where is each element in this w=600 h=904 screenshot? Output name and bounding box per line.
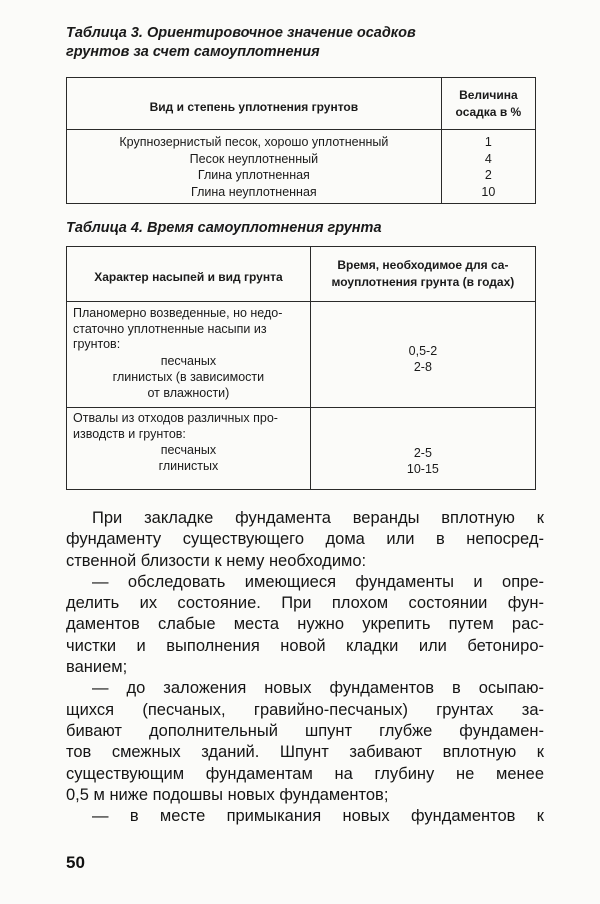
table4-caption (66, 219, 536, 238)
table4-group1-row (67, 302, 536, 408)
table4-header-time (310, 247, 535, 302)
table4-group1-intro-line3: грунтов: (73, 337, 121, 351)
table4-group1-desc (67, 302, 311, 408)
table4-group1-values (310, 302, 535, 408)
table3-header-soil: Вид и степень уплотнения грунтов (67, 78, 442, 130)
table3-soil-1: Крупнозернистый песок, хорошо уплотненный (119, 135, 389, 149)
body-line-4: — обследовать имеющиеся фундаменты и опре- (92, 572, 544, 591)
body-line-7: чистки и выполнения новой кладки или бетониро- (66, 636, 544, 655)
table4-header-row (67, 247, 536, 302)
body-text (66, 508, 544, 827)
table3-value-cell (441, 130, 535, 204)
body-line-10: щихся (песчаных, гравийно-песчаных) грунтах за- (66, 700, 544, 719)
table4-group1-value1: 0,5-2 (408, 344, 438, 358)
table4-group2-item1: песчаных (160, 443, 217, 457)
table4-group2-value1: 2-5 (413, 446, 432, 460)
table4-group2-desc (67, 408, 311, 490)
table4-group2-intro (67, 408, 310, 442)
table4-group2-intro-line1: Отвалы из отходов различных про- (73, 411, 278, 425)
table4-group2-item2: глинистых (158, 459, 219, 473)
table3-soil-cell (67, 130, 442, 204)
table4-group1-intro-line1: Планомерно возведенные, но недо- (73, 306, 283, 320)
table4-group1-intro (67, 302, 310, 353)
body-line-9: — до заложения новых фундаментов в осыпаю- (92, 679, 544, 698)
table3-header-value-line1: Величина (459, 87, 518, 102)
table4-group1-value2: 2-8 (413, 360, 432, 374)
table3-value-4: 10 (481, 184, 496, 199)
table4-caption-line: Таблица 4. Время самоуплотнения грунта (66, 220, 382, 236)
body-line-11: бивают дополнительный шпунт глубже фундамен- (66, 721, 544, 740)
body-line-15: — в месте примыкания новых фундаментов к (92, 807, 544, 826)
body-line-1: При закладке фундамента веранды вплотную к (92, 509, 544, 527)
body-line-14: 0,5 м ниже подошвы новых фундаментов; (66, 785, 389, 804)
table3-caption-line1: Таблица 3. Ориентировочное значение осадков (66, 25, 416, 41)
table3-value-1: 1 (484, 135, 492, 149)
table4-group1-item1: песчаных (160, 353, 217, 368)
table3-value-3: 2 (484, 168, 492, 182)
table3-caption-line2: грунтов за счет самоуплотнения (66, 44, 320, 60)
body-line-5: делить их состояние. При плохом состоянии фун- (66, 594, 544, 613)
body-line-12: тов смежных зданий. Шпунт забивают вплотную к (66, 743, 544, 762)
table3-value-2: 4 (484, 151, 492, 166)
table4-group2-row (67, 408, 536, 490)
body-line-3: ственной близости к нему необходимо: (66, 551, 367, 570)
table3-body-row (67, 130, 536, 204)
body-line-2: фундаменту существующего дома или в непосред- (66, 530, 544, 549)
table4-header-time-line2: моуплотнения грунта (в годах) (331, 275, 515, 289)
table3-header-value (441, 78, 535, 130)
table3 (66, 77, 536, 204)
table3-header-row (67, 78, 536, 130)
table3-soil-4: Глина неуплотненная (191, 184, 317, 199)
page-number: 50 (66, 853, 85, 872)
table4-group2-value2: 10-15 (406, 462, 439, 476)
table3-caption (66, 24, 536, 62)
table4-group1-item2-line2: от влажности) (147, 385, 230, 400)
table3-header-value-line2: осадка в % (455, 104, 522, 119)
table4-header-fill: Характер насыпей и вид грунта (67, 247, 311, 302)
table4-group2-intro-line2: изводств и грунтов: (73, 426, 186, 441)
body-line-8: ванием; (66, 658, 128, 677)
body-line-13: существующим фундаментам на глубину не менее (66, 764, 544, 783)
table3-soil-3: Глина уплотненная (197, 168, 310, 182)
body-line-6: даментов слабые места нужно укрепить путем рас- (66, 615, 544, 634)
table3-soil-2: Песок неуплотненный (189, 151, 319, 166)
table4-group1-intro-line2: статочно уплотненные насыпи из (73, 321, 267, 336)
table4 (66, 246, 536, 490)
table4-group1-item2-line1: глинистых (в зависимости (112, 369, 265, 384)
table4-header-time-line1: Время, необходимое для са- (337, 258, 509, 272)
table4-group2-values (310, 408, 535, 490)
